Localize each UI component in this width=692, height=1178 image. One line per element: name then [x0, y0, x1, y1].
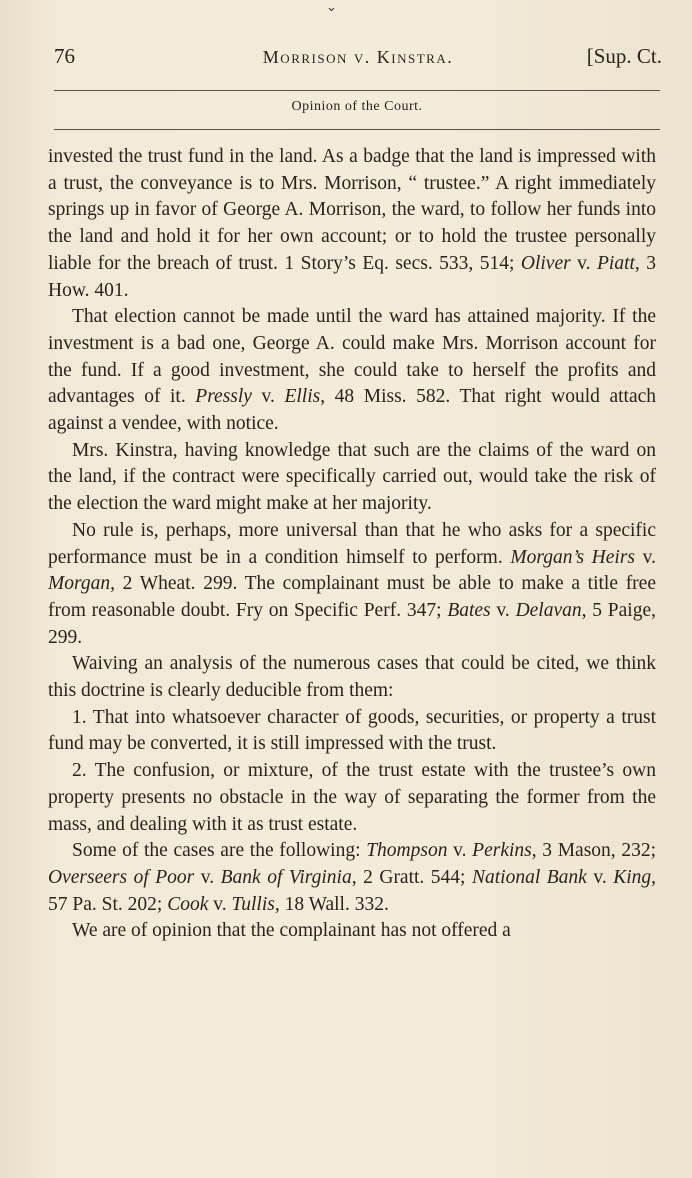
text-run: , 48 Miss. 582. That right would attach against a vendee, with notice.	[48, 386, 657, 435]
case-name: Bates	[447, 599, 491, 621]
text-run: That election cannot be made until the ward has attained majority. If the investment is a bad one, George A. could make Mrs. Morrison account for the fund. If a good investment, she could take to herself the profits and advantages of it.	[48, 306, 656, 408]
case-name: Ellis	[284, 386, 321, 408]
paragraph	[48, 758, 656, 838]
text-run: , 18 Wall. 332.	[274, 893, 389, 915]
case-name: Piatt	[597, 252, 635, 274]
text-run: invested the trust fund in the land. As a badge that the land is impressed with a trust, the conveyance is to Mrs. Morrison, “ trustee.” A right immediately springs up in favor of George A. Morrison, the ward, to follow her funds into the land and hold it for her own account; or to hold the trustee personally liable for the breach of trust. 1 Story’s Eq. secs. 533, 514;	[48, 146, 656, 274]
page-number: 76	[54, 44, 75, 68]
text-run: , 3 Mason, 232;	[531, 840, 657, 862]
opinion-text	[48, 144, 656, 945]
text-run: 1. That into whatsoever character of goods, securities, or property a trust fund may be converted, it is still impressed with the trust.	[48, 706, 656, 755]
running-title: Morrison v. Kinstra.	[262, 47, 454, 67]
section-subheader: Opinion of the Court.	[291, 99, 423, 114]
case-name: Bank of Virginia	[220, 866, 352, 888]
case-name: Tullis	[231, 893, 275, 915]
text-run: No rule is, perhaps, more universal than that he who asks for a specific performance must be in a condition himself to perform.	[48, 519, 656, 568]
text-run: , 3 How. 401.	[48, 252, 657, 301]
court-label: [Sup. Ct.	[586, 44, 662, 68]
text-run: v.	[570, 252, 597, 274]
text-run: , 57 Pa. St. 202;	[48, 866, 657, 915]
top-edge-mark: ⌄	[326, 0, 337, 15]
paragraph	[48, 705, 656, 758]
text-run: v.	[490, 599, 516, 621]
text-run: v.	[208, 893, 232, 915]
text-run: Some of the cases are the following:	[72, 840, 367, 862]
text-run: v.	[251, 386, 285, 408]
header-rule-bottom	[54, 129, 660, 130]
paragraph	[48, 518, 656, 652]
case-name: King	[613, 866, 652, 888]
text-run: v.	[447, 840, 473, 862]
text-run: 2. The confusion, or mixture, of the trust estate with the trustee’s own property presents no obstacle in the way of separating the former from the mass, and dealing with it as trust estate.	[48, 760, 656, 835]
text-run: Waiving an analysis of the numerous cases that could be cited, we think this doctrine is clearly deducible from them:	[48, 653, 656, 702]
text-run: v.	[194, 866, 221, 888]
case-name: Pressly	[195, 386, 252, 408]
case-name: Morgan	[48, 573, 111, 595]
case-name: Oliver	[520, 252, 571, 274]
paragraph	[48, 144, 656, 304]
paragraph	[48, 304, 656, 438]
case-name: National Bank	[471, 866, 587, 888]
text-run: v.	[635, 546, 657, 568]
text-run: , 2 Wheat. 299. The complainant must be able to make a title free from reasonable doubt. Fry on Specific Perf. 347;	[48, 573, 656, 621]
text-run: Mrs. Kinstra, having knowledge that such are the claims of the ward on the land, if the contract were specifically carried out, would take the risk of the election the ward might make at her majority.	[48, 439, 656, 515]
case-name: Delavan	[515, 599, 582, 621]
paragraph	[48, 838, 656, 918]
text-run: , 2 Gratt. 544;	[351, 866, 472, 888]
case-name: Overseers of Poor	[48, 866, 195, 888]
case-name: Thompson	[366, 840, 448, 862]
text-run: v.	[586, 866, 614, 888]
header-rule-top	[54, 90, 660, 91]
running-header	[54, 44, 662, 78]
case-name: Morgan’s Heirs	[510, 546, 636, 568]
paragraph	[48, 918, 656, 945]
paragraph	[48, 651, 656, 704]
paragraph	[48, 438, 656, 518]
text-run: , 5 Paige, 299.	[48, 599, 657, 648]
case-name: Perkins	[472, 840, 532, 862]
text-run: We are of opinion that the complainant has not offered a	[72, 920, 511, 942]
case-name: Cook	[167, 893, 209, 915]
